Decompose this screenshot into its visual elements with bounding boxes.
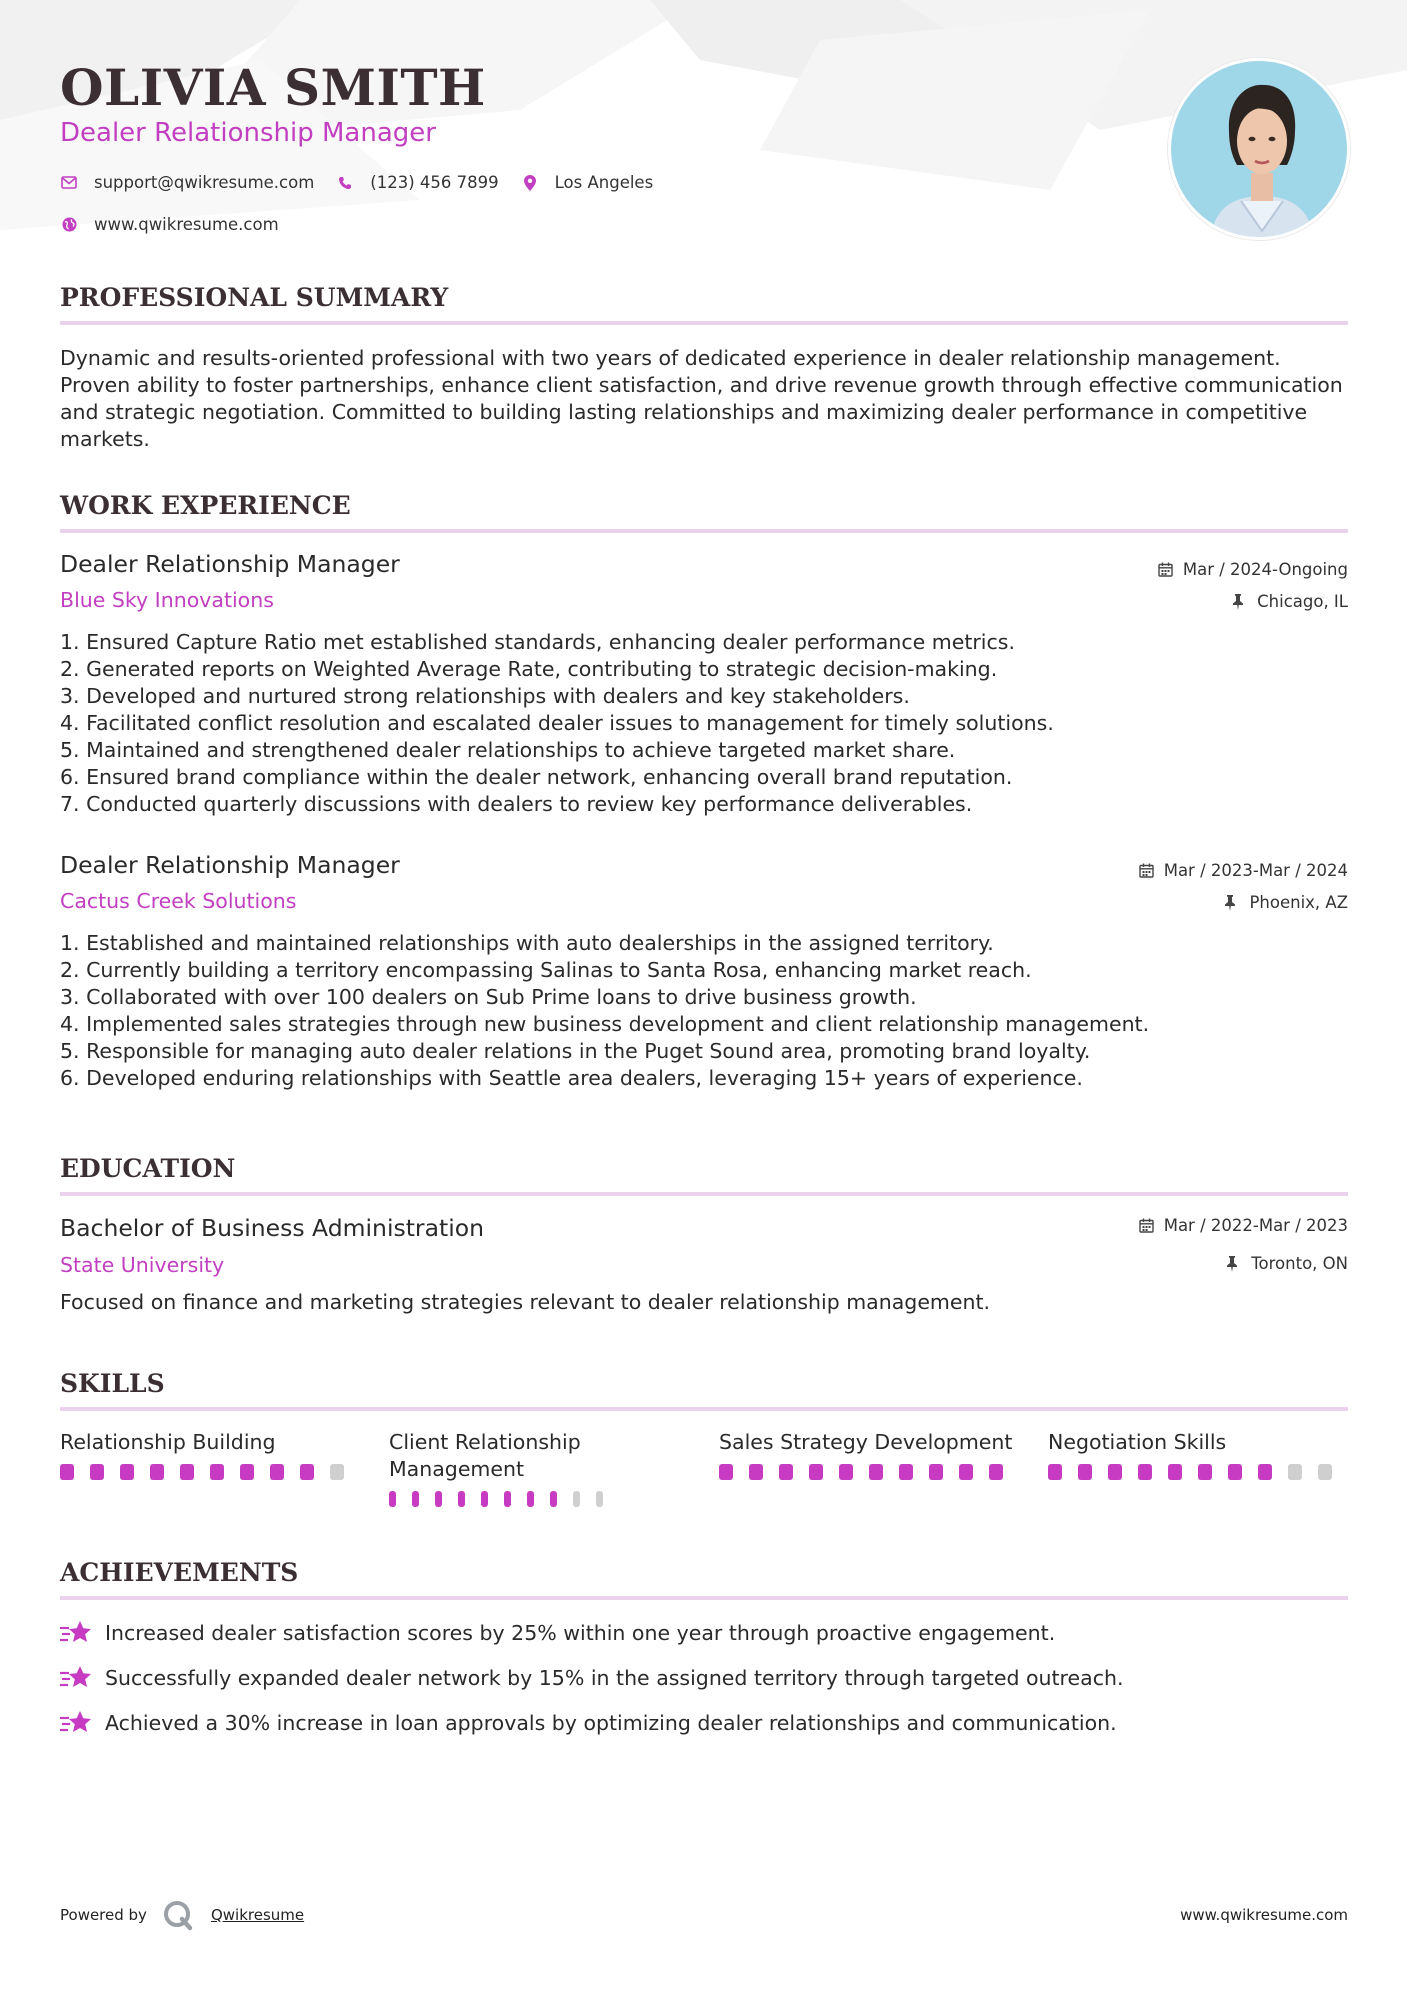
calendar-icon: [1158, 562, 1174, 578]
education-dates-text: Mar / 2022-Mar / 2023: [1163, 1216, 1348, 1235]
experience-divider: [60, 529, 1348, 533]
skill-rating: [719, 1464, 1019, 1480]
skill-dot-filled: [210, 1464, 224, 1480]
education-location-text: Toronto, ON: [1251, 1254, 1348, 1273]
skill-dot-filled: [839, 1464, 853, 1480]
skill-dot-filled: [60, 1464, 74, 1480]
skills-heading: SKILLS: [60, 1369, 165, 1398]
powered-by-label: Powered by: [60, 1906, 147, 1924]
website-text: www.qwikresume.com: [94, 215, 279, 234]
skill-name: Client Relationship Management: [389, 1430, 581, 1481]
list-item: 5. Responsible for managing auto dealer relations in the Puget Sound area, promoting brand loyalty.: [60, 1039, 1091, 1063]
skill-dot-filled: [1078, 1464, 1092, 1480]
summary-divider: [60, 321, 1348, 325]
achievement-item: [60, 1664, 1124, 1692]
pushpin-icon: [1232, 594, 1248, 610]
skill-dot-filled: [779, 1464, 793, 1480]
achievement-item: [60, 1619, 1055, 1647]
list-item: 2. Currently building a territory encompassing Salinas to Santa Rosa, enhancing market reach.: [60, 958, 1032, 982]
contact-row-primary: [60, 173, 675, 192]
list-item: 6. Developed enduring relationships with Seattle area dealers, leveraging 15+ years of experience.: [60, 1066, 1083, 1090]
skill-dot-filled: [809, 1464, 823, 1480]
job-bullets: [60, 629, 1348, 818]
achievement-text: Achieved a 30% increase in loan approvals by optimizing dealer relationships and communication.: [105, 1711, 1117, 1735]
achievement-text: Increased dealer satisfaction scores by 25% within one year through proactive engagement.: [105, 1621, 1056, 1645]
skill-dot-filled: [989, 1464, 1003, 1480]
skill-dot-filled: [458, 1491, 465, 1507]
calendar-icon: [1139, 863, 1155, 879]
skill-dot-filled: [435, 1491, 442, 1507]
list-item: 3. Collaborated with over 100 dealers on Sub Prime loans to drive business growth.: [60, 985, 917, 1009]
skill-dot-empty: [1318, 1464, 1332, 1480]
job-location: [1224, 893, 1348, 912]
education-heading: EDUCATION: [60, 1154, 236, 1183]
phone-text: (123) 456 7899: [370, 173, 499, 192]
list-item: 4. Facilitated conflict resolution and escalated dealer issues to management for timely solutions.: [60, 711, 1054, 735]
skill-dot-filled: [270, 1464, 284, 1480]
degree-title: Bachelor of Business Administration: [60, 1214, 485, 1242]
job-dates: [1139, 861, 1348, 880]
footer-site-link[interactable]: www.qwikresume.com: [1180, 1906, 1348, 1924]
skill-dot-filled: [1108, 1464, 1122, 1480]
skill-item: [1048, 1429, 1348, 1480]
skill-dot-filled: [959, 1464, 973, 1480]
summary-text: Dynamic and results-oriented professional with two years of dedicated experience in dealer relationship management. Proven ability to foster partnerships, enhance client satisfaction, and drive revenue growth through effective communication and strategic negotiation. Committed to building lasting relationships and maximizing dealer performance in competitive markets.: [60, 346, 1343, 451]
globe-icon: [60, 216, 78, 234]
list-item: 6. Ensured brand compliance within the dealer network, enhancing overall brand reputation.: [60, 765, 1013, 789]
education-dates: [1139, 1216, 1348, 1235]
list-item: 7. Conducted quarterly discussions with dealers to review key performance deliverables.: [60, 792, 973, 816]
education-divider: [60, 1192, 1348, 1196]
job-location-text: Chicago, IL: [1257, 592, 1348, 611]
candidate-role: Dealer Relationship Manager: [60, 118, 436, 148]
job-title: Dealer Relationship Manager: [60, 851, 400, 879]
skill-dot-filled: [929, 1464, 943, 1480]
skill-dot-filled: [1198, 1464, 1212, 1480]
job-dates-text: Mar / 2024-Ongoing: [1182, 560, 1348, 579]
pushpin-icon: [1226, 1256, 1242, 1272]
job-dates: [1158, 560, 1348, 579]
skill-dot-filled: [899, 1464, 913, 1480]
phone-icon: [336, 174, 354, 192]
skill-dot-filled: [527, 1491, 534, 1507]
summary-heading: PROFESSIONAL SUMMARY: [60, 283, 449, 312]
skill-dot-filled: [150, 1464, 164, 1480]
achievements-divider: [60, 1596, 1348, 1600]
skill-dot-filled: [1258, 1464, 1272, 1480]
achievements-heading: ACHIEVEMENTS: [60, 1558, 299, 1587]
skill-dot-filled: [1168, 1464, 1182, 1480]
list-item: 3. Developed and nurtured strong relationships with dealers and key stakeholders.: [60, 684, 910, 708]
job-company: Cactus Creek Solutions: [60, 889, 297, 913]
achievement-text: Successfully expanded dealer network by 15% in the assigned territory through targeted outreach.: [105, 1666, 1124, 1690]
contact-website[interactable]: [60, 215, 279, 234]
email-text: support@qwikresume.com: [94, 173, 315, 192]
skill-dot-filled: [481, 1491, 488, 1507]
skill-dot-filled: [1138, 1464, 1152, 1480]
contact-email[interactable]: [60, 173, 314, 192]
skill-dot-empty: [573, 1491, 580, 1507]
skill-name: Relationship Building: [60, 1430, 276, 1454]
envelope-icon: [60, 174, 78, 192]
skill-rating: [389, 1491, 619, 1507]
skills-divider: [60, 1407, 1348, 1411]
skill-dot-filled: [504, 1491, 511, 1507]
contact-row-secondary: [60, 215, 301, 234]
skill-dot-filled: [120, 1464, 134, 1480]
skill-dot-empty: [596, 1491, 603, 1507]
skill-rating: [60, 1464, 360, 1480]
footer-powered-by: [60, 1898, 304, 1932]
education-location: [1226, 1254, 1348, 1273]
contact-phone[interactable]: [336, 173, 498, 192]
contact-location: [521, 173, 654, 192]
star-icon: [60, 1664, 94, 1692]
skill-name: Sales Strategy Development: [719, 1430, 1013, 1454]
candidate-name: OLIVIA SMITH: [60, 58, 486, 117]
job-bullets: [60, 930, 1348, 1092]
skill-item: [719, 1429, 1019, 1480]
resume-page: [60, 0, 1348, 1990]
list-item: 2. Generated reports on Weighted Average Rate, contributing to strategic decision-making.: [60, 657, 998, 681]
list-item: 1. Established and maintained relationships with auto dealerships in the assigned territory.: [60, 931, 994, 955]
skill-dot-filled: [180, 1464, 194, 1480]
list-item: 5. Maintained and strengthened dealer relationships to achieve targeted market share.: [60, 738, 956, 762]
qwikresume-logo-icon: [161, 1898, 195, 1932]
brand-link[interactable]: Qwikresume: [210, 1906, 305, 1924]
skill-dot-filled: [240, 1464, 254, 1480]
job-company: Blue Sky Innovations: [60, 588, 274, 612]
star-icon: [60, 1619, 94, 1647]
skill-dot-filled: [412, 1491, 419, 1507]
pushpin-icon: [1224, 895, 1240, 911]
skill-name: Negotiation Skills: [1048, 1430, 1227, 1454]
experience-heading: WORK EXPERIENCE: [60, 491, 351, 520]
skill-dot-filled: [389, 1491, 396, 1507]
skill-dot-filled: [1048, 1464, 1062, 1480]
skill-item: [60, 1429, 360, 1480]
list-item: 1. Ensured Capture Ratio met established standards, enhancing dealer performance metrics.: [60, 630, 1015, 654]
skill-dot-filled: [90, 1464, 104, 1480]
profile-photo: [1168, 58, 1350, 240]
skill-rating: [1048, 1464, 1348, 1480]
skill-dot-filled: [550, 1491, 557, 1507]
skill-dot-empty: [1288, 1464, 1302, 1480]
job-dates-text: Mar / 2023-Mar / 2024: [1163, 861, 1348, 880]
education-description: Focused on finance and marketing strategies relevant to dealer relationship management.: [60, 1290, 991, 1314]
job-location-text: Phoenix, AZ: [1249, 893, 1348, 912]
list-item: 4. Implemented sales strategies through new business development and client relationship management.: [60, 1012, 1150, 1036]
skill-item: [389, 1429, 619, 1507]
skill-dot-filled: [300, 1464, 314, 1480]
skill-dot-filled: [1228, 1464, 1242, 1480]
calendar-icon: [1139, 1218, 1155, 1234]
skill-dot-filled: [719, 1464, 733, 1480]
skill-dot-empty: [330, 1464, 344, 1480]
star-icon: [60, 1709, 94, 1737]
achievement-item: [60, 1709, 1117, 1737]
job-location: [1232, 592, 1348, 611]
location-text: Los Angeles: [554, 173, 654, 192]
school-name: State University: [60, 1253, 225, 1277]
skill-dot-filled: [869, 1464, 883, 1480]
map-pin-icon: [521, 174, 539, 192]
job-title: Dealer Relationship Manager: [60, 550, 400, 578]
skill-dot-filled: [749, 1464, 763, 1480]
